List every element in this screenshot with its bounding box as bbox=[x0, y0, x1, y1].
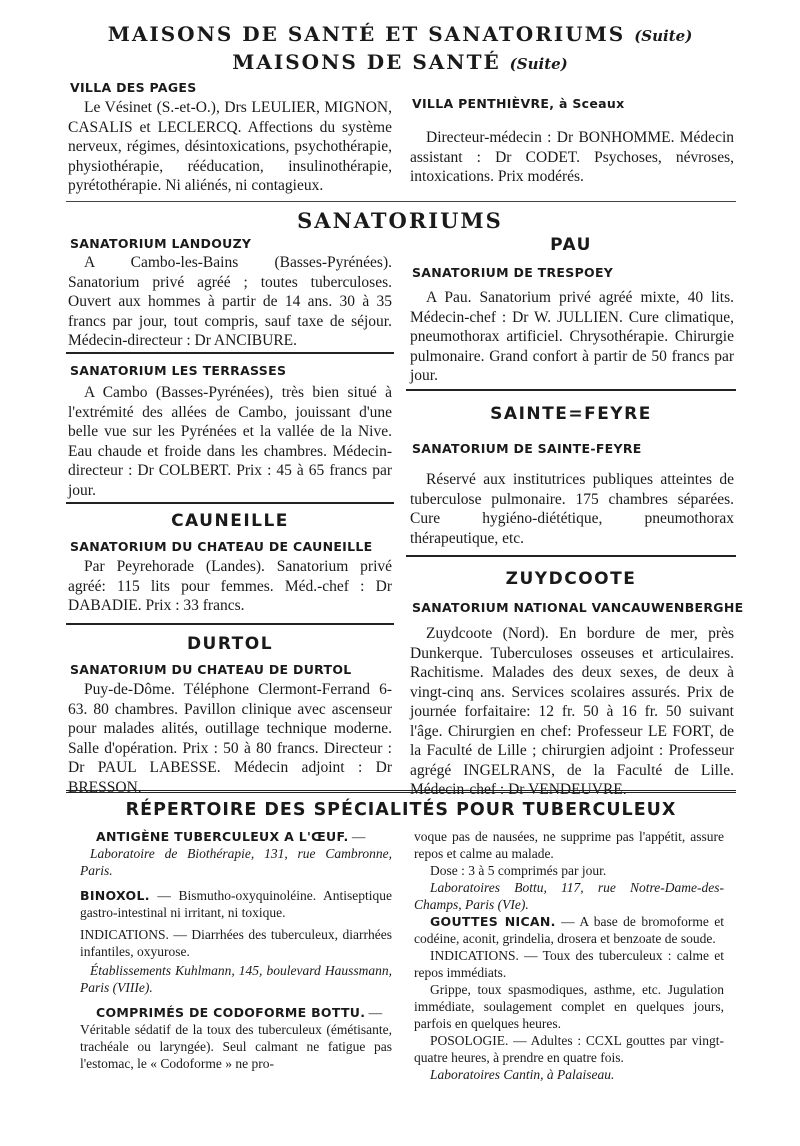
codoforme-cont: voque pas de nausées, ne supprime pas l'appétit, assure repos et calme au malade. bbox=[414, 829, 724, 861]
cauneille-heading: CAUNEILLE bbox=[171, 511, 289, 531]
villa-penthievre-text: Directeur-médecin : Dr BONHOMME. Médecin assistant : Dr CODET. Psychoses, névroses, intoxications. Prix modérés. bbox=[410, 129, 734, 185]
villa-pages-title: VILLA DES PAGES bbox=[70, 80, 197, 95]
cauneille-title: SANATORIUM DU CHATEAU DE CAUNEILLE bbox=[70, 539, 373, 554]
divider-landouzy bbox=[66, 352, 394, 354]
villa-penthievre-title: VILLA PENTHIÈVRE, à Sceaux bbox=[412, 96, 625, 111]
codoforme-title: COMPRIMÉS DE CODOFORME BOTTU. bbox=[96, 1005, 366, 1020]
divider-cauneille bbox=[66, 623, 394, 625]
binoxol-title: BINOXOL. bbox=[80, 888, 150, 903]
pau-heading: PAU bbox=[550, 235, 592, 255]
cauneille-text: Par Peyrehorade (Landes). Sanatorium privé agréé: 115 lits pour femmes. Méd.-chef : Dr DABADIE. Prix : 33 francs. bbox=[68, 558, 392, 614]
terrasses-title: SANATORIUM LES TERRASSES bbox=[70, 363, 287, 378]
sainte-feyre-heading: SAINTE=FEYRE bbox=[490, 404, 652, 424]
landouzy-text: A Cambo-les-Bains (Basses-Pyrénées). Sanatorium privé agréé ; toutes tuberculoses. Ouvert aux hommes à partir de 14 ans. 30 à 35 francs par jour, tout compris, sauf taxe de séjour. Médecin-directeur : Dr ANCIBURE. bbox=[68, 254, 392, 349]
antigene-lab: Laboratoire de Biothérapie, 131, rue Cambronne, Paris. bbox=[80, 846, 392, 878]
divider-terrasses bbox=[66, 502, 394, 504]
antigene-title: ANTIGÈNE TUBERCULEUX A L'ŒUF. bbox=[96, 829, 349, 844]
nican-ind-label: INDICATIONS. bbox=[430, 948, 519, 963]
zuydcoote-text: Zuydcoote (Nord). En bordure de mer, près Dunkerque. Tuberculoses osseuses et articulaires. Rachitisme. Malades des deux sexes, de deux à vingt-cinq ans. Services scolaires assurés. Prix de journée forfaitaire: 12 fr. 50 à 16 fr. 50 suivant l'âge. Chirurgien en chef: Professeur LE FORT, de la Faculté de Lille ; chirurgien adjoint : Professeur agrégé INGELRANS, de la Faculté de Lille. Médecin-chef : Dr VENDEUVRE. bbox=[410, 625, 734, 798]
repertoire-heading: RÉPERTOIRE DES SPÉCIALITÉS POUR TUBERCULEUX bbox=[125, 800, 677, 820]
binoxol-text: — Bismutho-oxyquinoléine. Antiseptique gastro-intestinal ni irritant, ni toxique. bbox=[80, 888, 392, 920]
divider-sainte-feyre bbox=[406, 555, 736, 557]
antigene-dash: — bbox=[351, 829, 366, 844]
zuydcoote-title: SANATORIUM NATIONAL VANCAUWENBERGHE bbox=[412, 600, 744, 615]
divider-repertoire bbox=[66, 790, 736, 793]
codoforme-lab: Laboratoires Bottu, 117, rue Notre-Dame-des-Champs, Paris (VIe). bbox=[414, 880, 724, 912]
nican-posologie bbox=[414, 1032, 724, 1066]
durtol-heading: DURTOL bbox=[186, 634, 274, 654]
header-suite-1: (Suite) bbox=[634, 27, 693, 45]
binoxol-ind-text: — Diarrhées des tuberculeux, diarrhées infantiles, oxyurose. bbox=[80, 927, 392, 959]
terrasses-text: A Cambo (Basses-Pyrénées), très bien situé à l'extrémité des allées de Cambo, jouissant d'une belle vue sur les Pyrénées et la vallée de la Nive. Eau chaude et froide dans les chambres. Médecin-directeur : Dr COLBERT. Prix : 45 à 65 francs par jour. bbox=[68, 384, 392, 499]
binoxol-lab: Établissements Kuhlmann, 145, boulevard Haussmann, Paris (VIIIe). bbox=[80, 963, 392, 995]
pau-text: A Pau. Sanatorium privé agréé mixte, 40 lits. Médecin-chef : Dr W. JULLIEN. Cure climatique, pneumothorax artificiel. Chrysothérapie. Chirurgie pulmonaire. Grand confort à partir de 50 francs par jour. bbox=[410, 289, 734, 384]
landouzy-title: SANATORIUM LANDOUZY bbox=[70, 236, 252, 251]
nican-more: Grippe, toux spasmodiques, asthme, etc. Jugulation immédiate, soulagement complet en quelques jours, parfois en quelques heures. bbox=[414, 982, 724, 1031]
zuydcoote-heading: ZUYDCOOTE bbox=[505, 569, 637, 589]
repertoire-left-col bbox=[80, 828, 392, 1072]
binoxol-indications bbox=[80, 926, 392, 960]
sainte-feyre-title: SANATORIUM DE SAINTE-FEYRE bbox=[412, 441, 642, 456]
villa-pages-text: Le Vésinet (S.-et-O.), Drs LEULIER, MIGNON, CASALIS et LECLERCQ. Affections du système nerveux, régimes, désintoxications, psychothérapie, physiothérapie, rééducation, insulinothérapie, pyrétothérapie. Ni aliénés, ni contagieux. bbox=[68, 99, 392, 194]
page-header-line2 bbox=[0, 50, 800, 74]
nican-ind-text: — Toux des tuberculeux : calme et repos immédiats. bbox=[414, 948, 725, 980]
codoforme-dose: Dose : 3 à 5 comprimés par jour. bbox=[430, 863, 607, 878]
nican-pos-label: POSOLOGIE. bbox=[430, 1033, 509, 1048]
sainte-feyre-text: Réservé aux institutrices publiques atteintes de tuberculose pulmonaire. 175 chambres séparées. Cure hygiéno-diététique, pneumothorax thérapeutique, etc. bbox=[410, 471, 734, 547]
durtol-text: Puy-de-Dôme. Téléphone Clermont-Ferrand 6-63. 80 chambres. Pavillon clinique avec ascenseur pour malades alités, outillage technique moderne. Salle d'opération. Prix : 50 à 80 francs. Directeur : Dr PAUL LABESSE. Médecin adjoint : Dr BRESSON. bbox=[68, 681, 392, 796]
codoforme-text: Véritable sédatif de la toux des tuberculeux (émétisante, trachéale ou laryngée). Seul calmant ne fatigue pas l'estomac, le « Codoforme » ne pro- bbox=[80, 1022, 392, 1071]
codoforme-entry bbox=[80, 1004, 392, 1021]
divider-1 bbox=[66, 201, 736, 202]
page-header-line1 bbox=[0, 22, 800, 46]
nican-entry bbox=[414, 913, 724, 947]
nican-lab: Laboratoires Cantin, à Palaiseau. bbox=[430, 1067, 615, 1082]
nican-text: — A base de bromoforme et codéine, aconit, grindelia, drosera et benzoate de soude. bbox=[414, 914, 725, 946]
divider-pau bbox=[406, 389, 736, 391]
binoxol-ind-label: INDICATIONS. bbox=[80, 927, 169, 942]
sanatoriums-heading: SANATORIUMS bbox=[297, 208, 503, 233]
header-title-2: MAISONS DE SANTÉ bbox=[232, 50, 501, 74]
header-suite-2: (Suite) bbox=[509, 55, 568, 73]
repertoire-right-col bbox=[414, 828, 724, 1083]
durtol-title: SANATORIUM DU CHATEAU DE DURTOL bbox=[70, 662, 352, 677]
antigene-entry bbox=[80, 828, 392, 845]
binoxol-entry bbox=[80, 887, 392, 921]
nican-title: GOUTTES NICAN. bbox=[430, 914, 556, 929]
nican-indications bbox=[414, 947, 724, 981]
header-title-1: MAISONS DE SANTÉ ET SANATORIUMS bbox=[107, 22, 626, 46]
nican-pos-text: — Adultes : CCXL gouttes par vingt-quatre heures, à prendre en quatre fois. bbox=[414, 1033, 724, 1065]
codoforme-dash: — bbox=[368, 1005, 383, 1020]
pau-title: SANATORIUM DE TRESPOEY bbox=[412, 265, 614, 280]
